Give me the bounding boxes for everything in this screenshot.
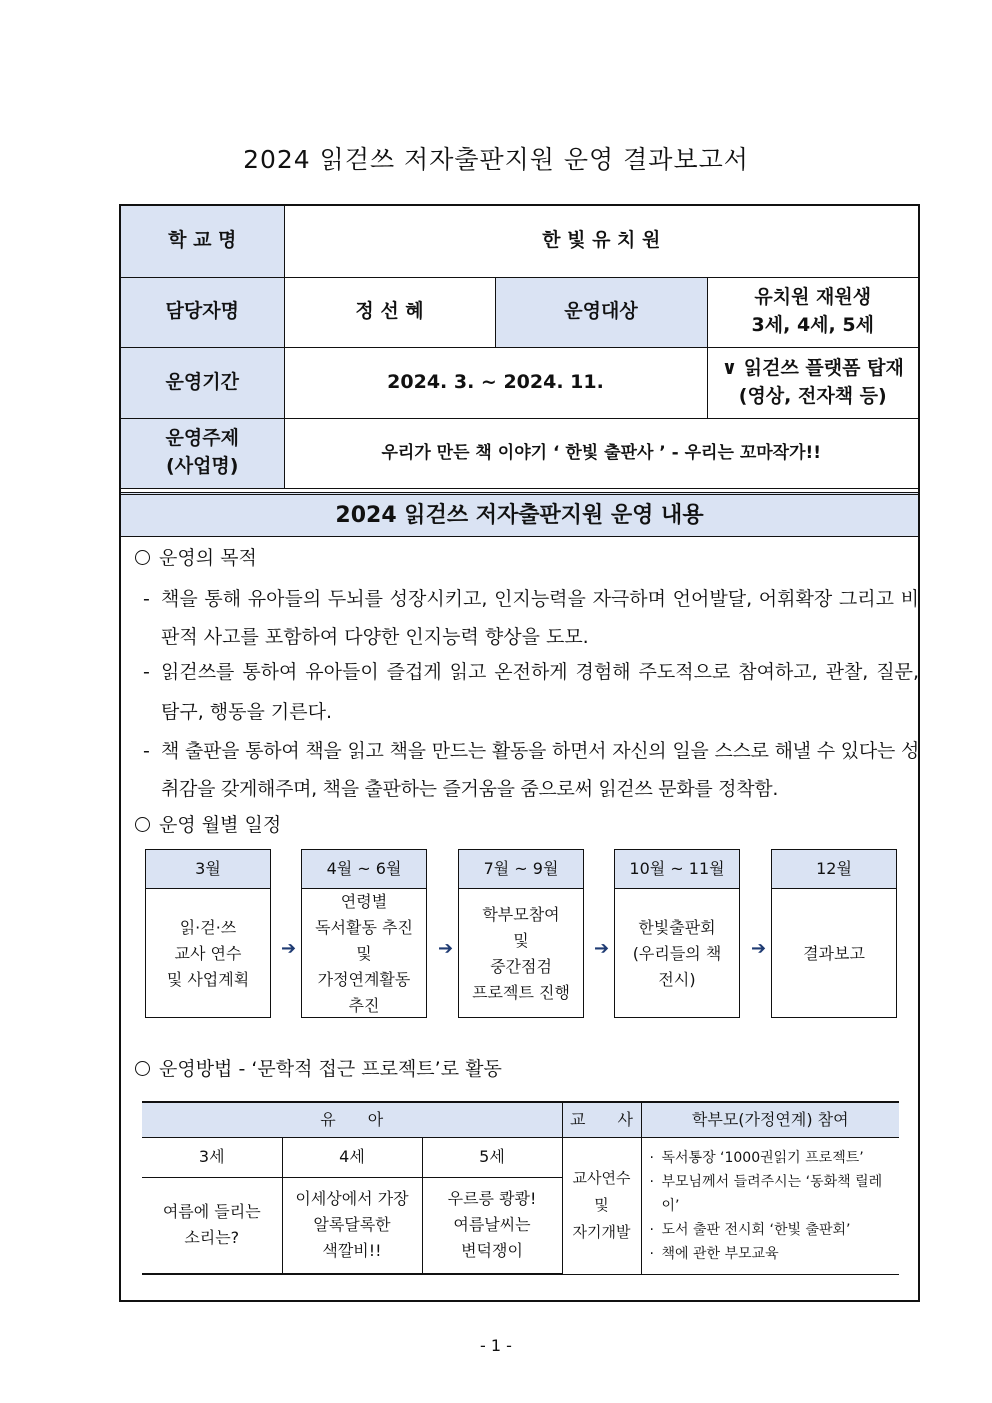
schedule-month: 4월 ~ 6월 [302, 850, 426, 889]
manager-label: 담당자명 [121, 277, 284, 347]
topic-label-line-2: (사업명) [166, 455, 239, 477]
topic-age-5: 우르릉 쾅쾅! 여름날씨는 변덕쟁이 [422, 1177, 562, 1274]
schedule-step [301, 849, 427, 1018]
target-line-2: 3세, 4세, 5세 [751, 314, 874, 336]
arrow-right-icon: ➔ [281, 938, 297, 959]
platform-note [707, 347, 918, 418]
platform-line-2: (영상, 전자책 등) [738, 384, 887, 407]
period-value: 2024. 3. ~ 2024. 11. [284, 347, 707, 418]
dash-marker: - [143, 661, 150, 683]
arrow-right-icon: ➔ [594, 938, 610, 959]
topic-value: 우리가 만든 책 이야기 ‘ 한빛 출판사 ’ - 우리는 꼬마작가!! [284, 418, 918, 488]
circle-bullet-icon [135, 817, 150, 832]
schedule-month: 12월 [772, 850, 896, 889]
parent-list [642, 1146, 900, 1266]
age-5: 5세 [422, 1137, 562, 1177]
parent-content [641, 1137, 899, 1274]
parent-item: · 부모님께서 들려주시는 ‘동화책 릴레이’ [650, 1170, 900, 1218]
manager-value: 정 선 혜 [284, 277, 495, 347]
topic-label [121, 418, 284, 488]
purpose-text: 읽걷쓰를 통하여 유아들이 즐겁게 읽고 온전하게 경험해 주도적으로 참여하고, 관찰, 질문, 탐구, 행동을 기른다. [161, 661, 919, 723]
header-child: 유 아 [142, 1102, 562, 1137]
schedule-content: 결과보고 [803, 943, 865, 963]
method-heading [135, 1054, 502, 1081]
schedule-step [771, 849, 897, 1018]
schedule-heading [135, 810, 281, 837]
purpose-item [143, 580, 919, 656]
parent-item: · 도서 출판 전시회 ‘한빛 출판회’ [650, 1218, 900, 1242]
purpose-heading [135, 543, 257, 570]
schedule-month: 7월 ~ 9월 [459, 850, 583, 889]
age-3: 3세 [142, 1137, 282, 1177]
topic-age-3: 여름에 들리는 소리는? [142, 1177, 282, 1274]
schedule-step [145, 849, 271, 1018]
schedule-content: 학부모참여 및 중간점검 프로젝트 진행 [472, 904, 570, 1002]
schedule-month: 3월 [146, 850, 270, 889]
circle-bullet-icon [135, 1061, 150, 1076]
topic-label-line-1: 운영주제 [165, 427, 239, 450]
purpose-text: 책을 통해 유아들의 두뇌를 성장시키고, 인지능력을 자극하며 언어발달, 어휘확장 그리고 비판적 사고를 포함하여 다양한 인지능력 향상을 도모. [161, 588, 919, 648]
schedule-month: 10월 ~ 11월 [615, 850, 739, 889]
header-teacher: 교 사 [562, 1102, 641, 1137]
platform-line-1: ∨ 읽걷쓰 플랫폼 탑재 [721, 356, 904, 379]
teacher-content: 교사연수 및 자기개발 [562, 1137, 641, 1274]
purpose-text: 책 출판을 통하여 책을 읽고 책을 만드는 활동을 하면서 자신의 일을 스스로 해낼 수 있다는 성취감을 갖게해주며, 책을 출판하는 즐거움을 줌으로써 읽걷쓰 문화를 정착함. [161, 740, 920, 800]
schedule-content: 연령별 독서활동 추진 및 가정연계활동 추진 [315, 891, 413, 1015]
parent-item: · 책에 관한 부모교육 [650, 1242, 900, 1266]
schedule-heading-text: 운영 월별 일정 [159, 814, 282, 836]
method-heading-text: 운영방법 - ‘문학적 접근 프로젝트’로 활동 [159, 1058, 502, 1080]
target-value [707, 277, 918, 347]
info-table [121, 206, 918, 489]
school-name-label: 학 교 명 [121, 206, 284, 277]
section-title: 2024 읽걷쓰 저자출판지원 운영 내용 [121, 492, 918, 537]
parent-item: · 독서통장 ‘1000권읽기 프로젝트’ [650, 1146, 900, 1170]
target-line-1: 유치원 재원생 [754, 286, 872, 309]
age-4: 4세 [282, 1137, 422, 1177]
arrow-right-icon: ➔ [438, 938, 454, 959]
page-number: - 1 - [480, 1336, 512, 1355]
schedule-content: 읽·걷·쓰 교사 연수 및 사업계획 [166, 917, 250, 989]
header-parent: 학부모(가정연계) 참여 [641, 1102, 899, 1137]
circle-bullet-icon [135, 550, 150, 565]
dash-marker: - [143, 588, 150, 610]
purpose-item [143, 652, 919, 732]
document-title: 2024 읽걷쓰 저자출판지원 운영 결과보고서 [243, 145, 749, 174]
target-label: 운영대상 [495, 277, 707, 347]
arrow-right-icon: ➔ [751, 938, 767, 959]
schedule-content: 한빛출판회 (우리들의 책 전시) [632, 917, 722, 989]
schedule-step [458, 849, 584, 1018]
report-frame [119, 204, 920, 1302]
topic-age-4: 이세상에서 가장 알록달록한 색깔비!! [282, 1177, 422, 1274]
school-name-value: 한 빛 유 치 원 [284, 206, 918, 277]
schedule-step [614, 849, 740, 1018]
period-label: 운영기간 [121, 347, 284, 418]
dash-marker: - [143, 740, 150, 762]
purpose-heading-text: 운영의 목적 [159, 547, 257, 569]
purpose-item [143, 732, 919, 808]
method-table [142, 1101, 899, 1275]
